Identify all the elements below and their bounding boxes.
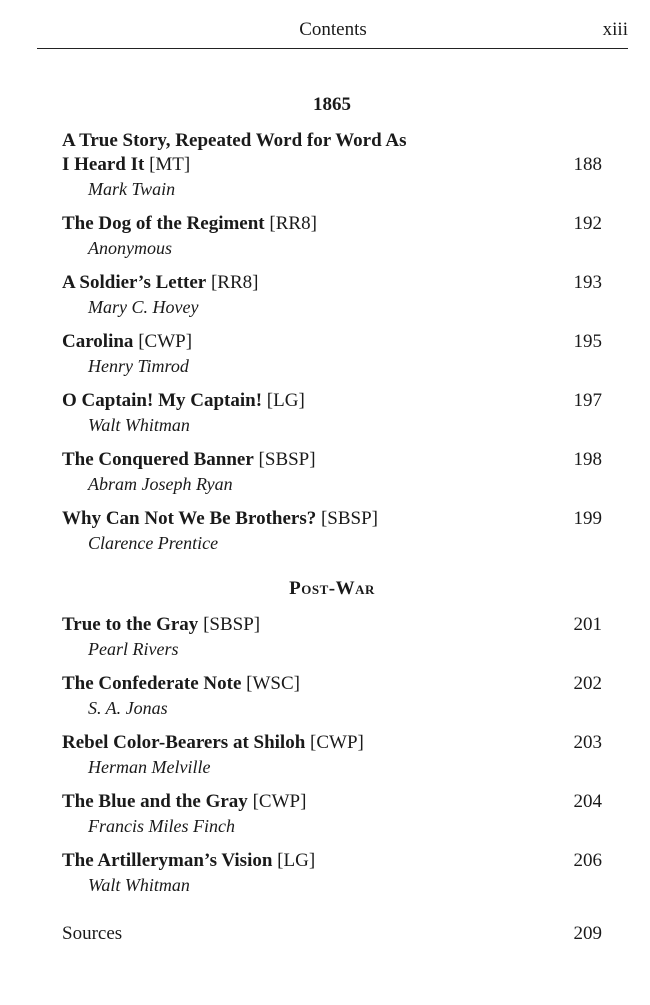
entry-source: [SBSP] <box>258 449 316 470</box>
entry-title: True to the Gray <box>62 614 199 635</box>
entry-author: Walt Whitman <box>88 875 190 895</box>
entry-source: [CWP] <box>138 331 193 352</box>
section-heading: 1865 <box>313 94 351 115</box>
toc-entry[interactable] <box>62 849 602 897</box>
entry-page: 198 <box>573 449 602 470</box>
toc-entry[interactable] <box>62 613 602 661</box>
toc-entry[interactable] <box>62 271 602 319</box>
entry-page: 197 <box>573 390 602 411</box>
toc-entry[interactable] <box>62 129 602 201</box>
entry-page: 188 <box>573 154 602 175</box>
entry-source: [LG] <box>266 390 305 411</box>
toc-entry-sources[interactable] <box>62 922 602 946</box>
entry-page: 192 <box>573 213 602 234</box>
header-rule <box>37 48 628 49</box>
entry-page: 201 <box>573 614 602 635</box>
contents-list <box>62 93 602 908</box>
entry-page: 199 <box>573 508 602 529</box>
entry-author: Mark Twain <box>88 179 176 199</box>
entry-author: S. A. Jonas <box>88 698 168 718</box>
entry-author: Walt Whitman <box>88 415 190 435</box>
sources-label: Sources <box>62 923 123 944</box>
entry-author: Abram Joseph Ryan <box>88 474 233 494</box>
entry-page: 193 <box>573 272 602 293</box>
entry-author: Henry Timrod <box>88 356 189 376</box>
toc-entry[interactable] <box>62 389 602 437</box>
toc-entry[interactable] <box>62 672 602 720</box>
toc-entry[interactable] <box>62 330 602 378</box>
entry-author: Herman Melville <box>88 757 211 777</box>
entry-title-line: A True Story, Repeated Word for Word As <box>62 130 407 151</box>
entry-source: [WSC] <box>246 673 300 694</box>
toc-entry[interactable] <box>62 448 602 496</box>
entry-source: [RR8] <box>269 213 317 234</box>
entry-author: Francis Miles Finch <box>88 816 235 836</box>
toc-entry[interactable] <box>62 507 602 555</box>
entry-author: Clarence Prentice <box>88 533 219 553</box>
entry-title: Carolina <box>62 331 134 352</box>
entry-title: Why Can Not We Be Brothers? <box>62 508 317 529</box>
toc-entry[interactable] <box>62 790 602 838</box>
entry-title: A Soldier’s Letter <box>62 272 207 293</box>
entry-title: The Blue and the Gray <box>62 791 248 812</box>
entry-title: Rebel Color-Bearers at Shiloh <box>62 732 306 753</box>
entry-source: [SBSP] <box>320 508 378 529</box>
entry-title: The Confederate Note <box>62 673 242 694</box>
entry-page: 203 <box>573 732 602 753</box>
entry-author: Pearl Rivers <box>88 639 179 659</box>
entry-source: [MT] <box>149 154 191 175</box>
running-header <box>0 18 650 42</box>
running-header-title: Contents <box>299 19 367 40</box>
toc-entry[interactable] <box>62 731 602 779</box>
entry-title: O Captain! My Captain! <box>62 390 263 411</box>
entry-title: The Dog of the Regiment <box>62 213 265 234</box>
entry-page: 204 <box>573 791 602 812</box>
entry-source: [RR8] <box>210 272 259 293</box>
entry-title: I Heard It <box>62 154 145 175</box>
entry-title: The Artilleryman’s Vision <box>62 850 273 871</box>
entry-page: 206 <box>573 850 602 871</box>
entry-author: Mary C. Hovey <box>88 297 199 317</box>
entry-title: The Conquered Banner <box>62 449 254 470</box>
entry-author: Anonymous <box>88 238 172 258</box>
page-number: xiii <box>602 19 628 40</box>
sources-page: 209 <box>573 923 602 944</box>
entry-page: 195 <box>573 331 602 352</box>
entry-source: [CWP] <box>310 732 364 753</box>
entry-source: [LG] <box>277 850 316 871</box>
entry-source: [CWP] <box>252 791 307 812</box>
section-heading: Post-War <box>289 578 375 599</box>
entry-source: [SBSP] <box>203 614 261 635</box>
toc-entry[interactable] <box>62 212 602 260</box>
entry-page: 202 <box>573 673 602 694</box>
